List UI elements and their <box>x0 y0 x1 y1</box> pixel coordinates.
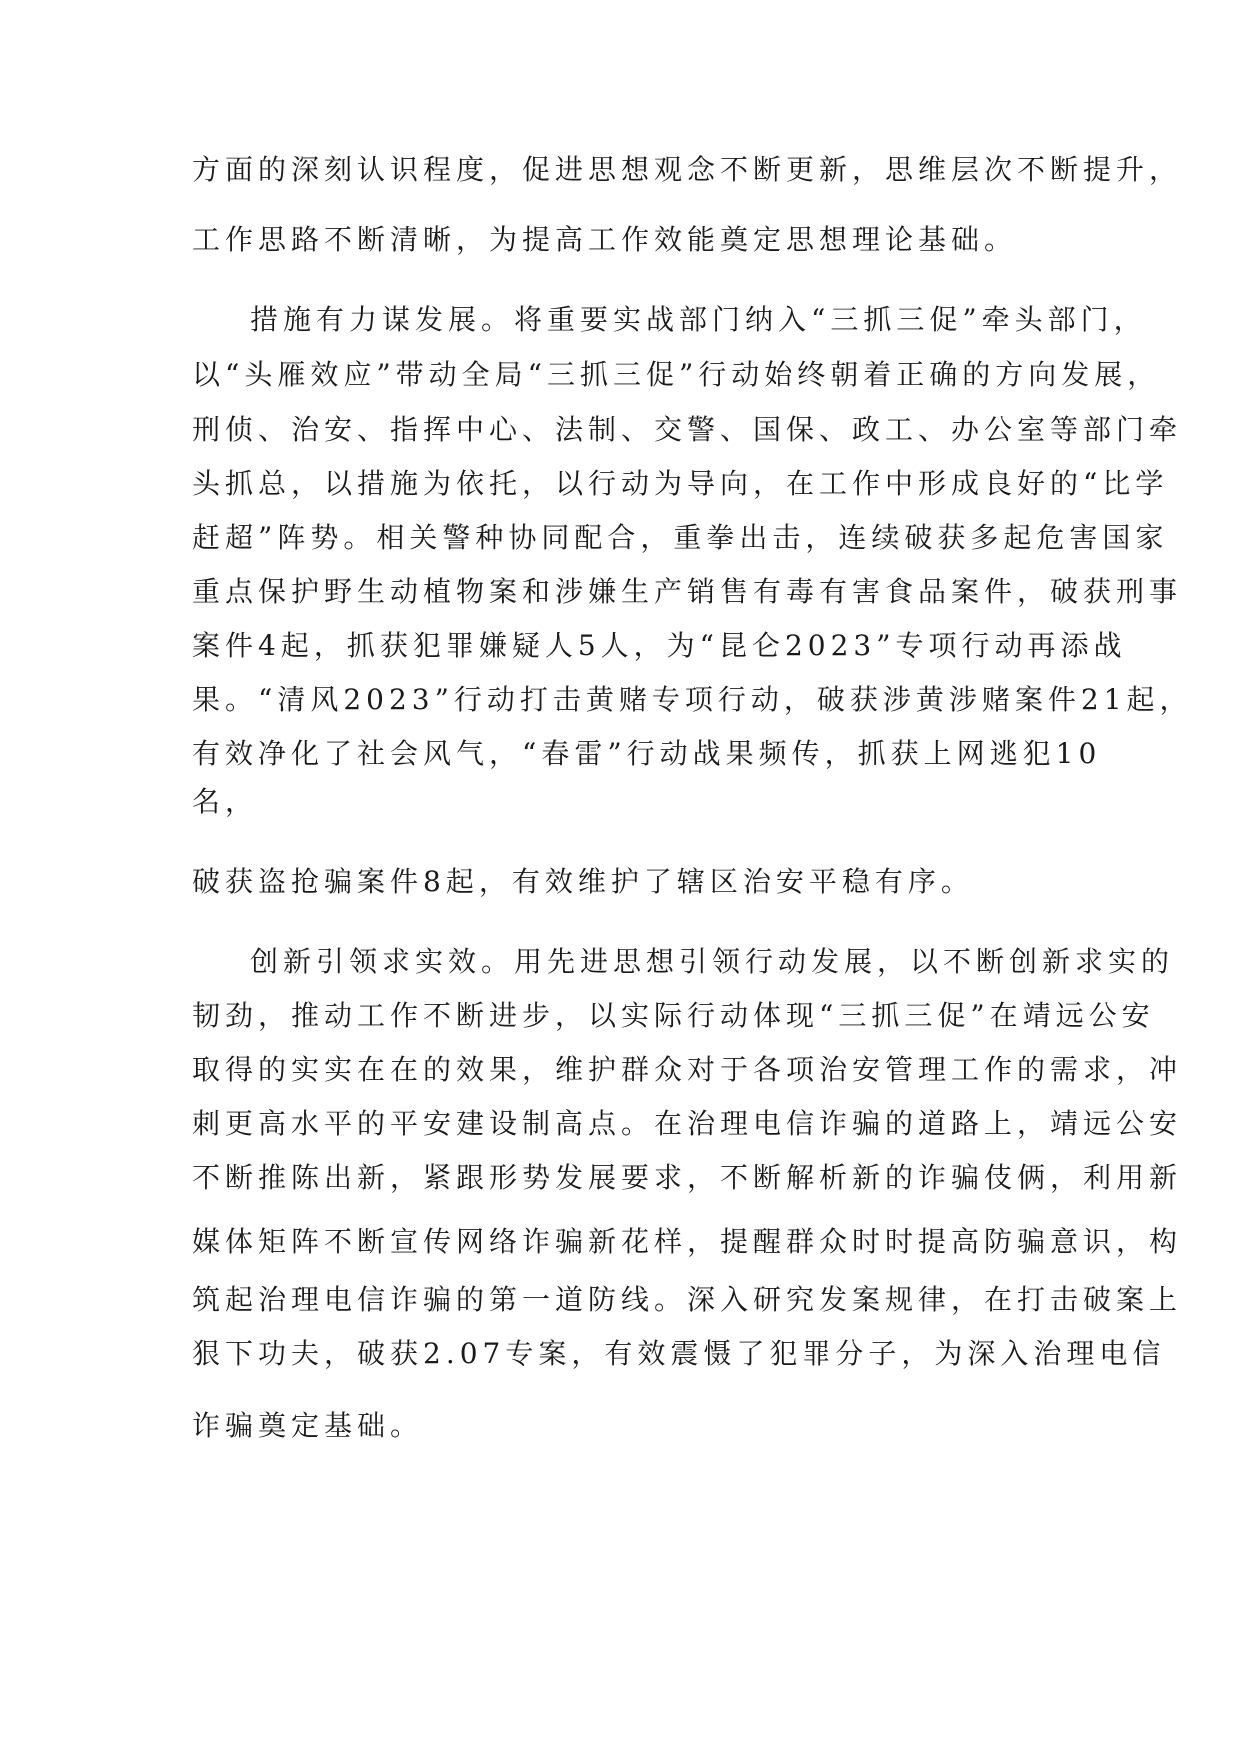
text-line: 不断推陈出新，紧跟形势发展要求，不断解析新的诈骗伎俩，利用新 <box>192 1161 1183 1194</box>
text-line: 赶超”阵势。相关警种协同配合，重拳出击，连续破获多起危害国家 <box>192 521 1169 554</box>
text-line: 媒体矩阵不断宣传网络诈骗新花样，提醒群众时时提高防骗意识，构 <box>192 1225 1183 1258</box>
paragraph-first-line: 创新引领求实效。用先进思想引领行动发展，以不断创新求实的 <box>250 945 1175 978</box>
text-line: 筑起治理电信诈骗的第一道防线。深入研究发案规律，在打击破案上 <box>192 1283 1183 1316</box>
text-line: 以“头雁效应”带动全局“三抓三促”行动始终朝着正确的方向发展， <box>192 358 1161 391</box>
text-line: 韧劲，推动工作不断进步，以实际行动体现“三抓三促”在靖远公安 <box>192 999 1155 1032</box>
text-line: 破获盗抢骗案件8起，有效维护了辖区治安平稳有序。 <box>192 865 974 898</box>
text-line: 重点保护野生动植物案和涉嫌生产销售有毒有害食品案件，破获刑事 <box>192 575 1183 608</box>
text-line: 狠下功夫，破获2.07专案，有效震慑了犯罪分子，为深入治理电信 <box>192 1337 1166 1370</box>
text-line: 工作思路不断清晰，为提高工作效能奠定思想理论基础。 <box>192 223 1018 256</box>
paragraph-first-line: 措施有力谋发展。将重要实战部门纳入“三抓三促”牵头部门， <box>250 303 1147 336</box>
text-line: 名， <box>192 785 259 818</box>
text-line: 方面的深刻认识程度，促进思想观念不断更新，思维层次不断提升， <box>192 153 1183 186</box>
text-line: 诈骗奠定基础。 <box>192 1409 424 1442</box>
text-line: 刑侦、治安、指挥中心、法制、交警、国保、政工、办公室等部门牵 <box>192 413 1183 446</box>
text-line: 案件4起，抓获犯罪嫌疑人5人，为“昆仑2023”专项行动再添战 <box>192 629 1127 662</box>
text-line: 刺更高水平的平安建设制高点。在治理电信诈骗的道路上，靖远公安 <box>192 1107 1183 1140</box>
text-line: 取得的实实在在的效果，维护群众对于各项治安管理工作的需求，冲 <box>192 1053 1183 1086</box>
text-line: 果。“清风2023”行动打击黄赌专项行动，破获涉黄涉赌案件21起， <box>192 683 1193 716</box>
text-line: 头抓总，以措施为依托，以行动为导向，在工作中形成良好的“比学 <box>192 467 1169 500</box>
text-line: 有效净化了社会风气，“春雷”行动战果频传，抓获上网逃犯10 <box>192 737 1102 770</box>
